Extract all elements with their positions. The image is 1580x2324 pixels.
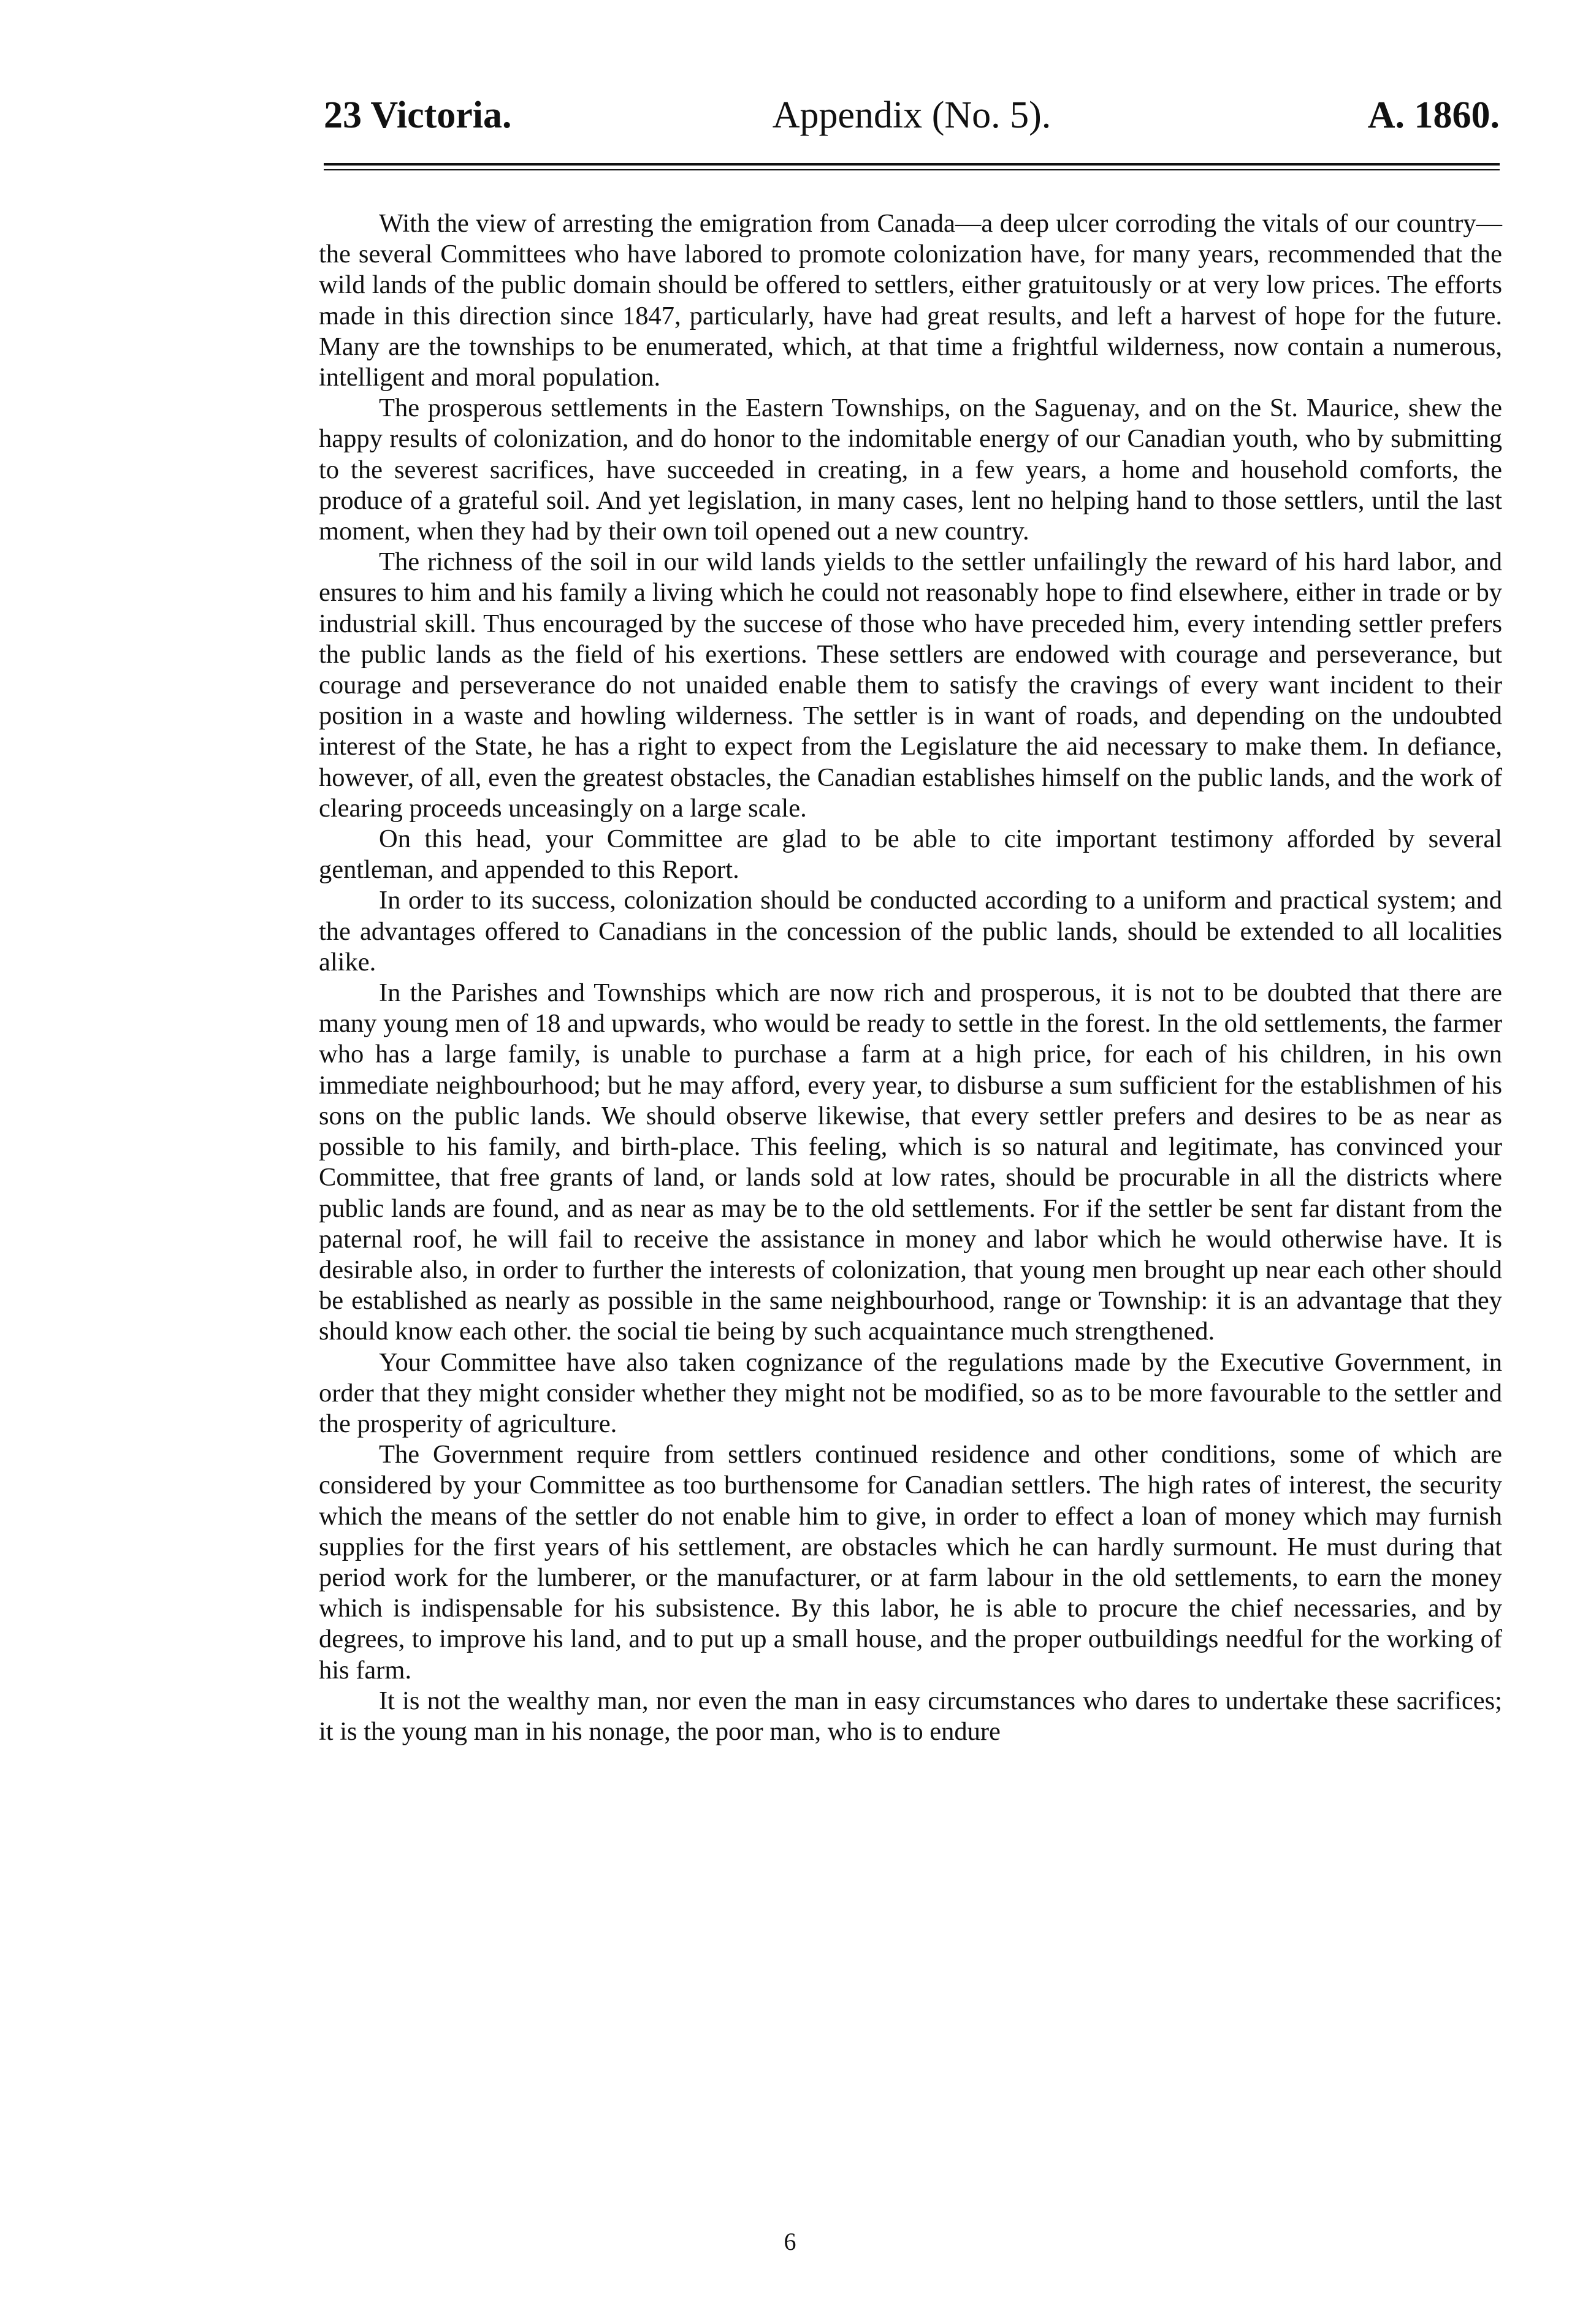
page-number: 6 bbox=[784, 2228, 796, 2255]
paragraph-government-conditions: The Government require from settlers continued residence and other conditions, some of which are considered by your Committee as too burthensome for Canadian settlers. The high rates of interest, the security which the means of the settler do not enable him to give, in order to effect a loan of money which may furnish supplies for the first years of his settlement, are obstacles which he can hardly surmount. He must during that period work for the lumberer, or the manufacturer, or at farm labour in the old settlements, to earn the money which is indispensable for his subsistence. By this labor, he is able to procure the chief necessaries, and by degrees, to improve his land, and to put up a small house, and the proper outbuildings needful for the working of his farm. bbox=[319, 1440, 1502, 1685]
page-header bbox=[324, 87, 1500, 143]
paragraph-regulations: Your Committee have also taken cognizance of the regulations made by the Executive Government, in order that they might consider whether they might not be modified, so as to be more favourable to the settler and the prosperity of agriculture. bbox=[319, 1347, 1502, 1438]
paragraph-testimony: On this head, your Committee are glad to be able to cite important testimony afforded by several gentleman, and appended to this Report. bbox=[319, 825, 1502, 885]
paragraph-emigration: With the view of arresting the emigration from Canada—a deep ulcer corroding the vitals of our country—the several Committees who have labored to promote colonization have, for many years, recommended that the wild lands of the public domain should be offered to settlers, either gratuitously or at very low prices. The efforts made in this direction since 1847, particularly, have had great results, and left a harvest of hope for the future. Many are the townships to be enumerated, which, at that time a frightful wilderness, now contain a numerous, intelligent and moral population. bbox=[319, 209, 1502, 392]
header-rule-top bbox=[324, 163, 1500, 166]
header-session: 23 Victoria. bbox=[324, 94, 512, 136]
header-year: A. 1860. bbox=[1367, 94, 1500, 136]
header-rule-bottom bbox=[324, 169, 1500, 170]
header-appendix: Appendix (No. 5). bbox=[772, 94, 1051, 136]
paragraph-uniform-system: In order to its success, colonization should be conducted according to a uniform and practical system; and the advantages offered to Canadians in the concession of the public lands, should be extended to all localities alike. bbox=[319, 886, 1502, 977]
paragraph-soil-richness: The richness of the soil in our wild lands yields to the settler unfailingly the reward of his hard labor, and ensures to him and his family a living which he could not reasonably hope to find elsewhere, either in trade or by industrial skill. Thus encouraged by the succese of those who have preceded him, every intending settler prefers the public lands as the field of his exertions. These settlers are endowed with courage and perseverance, but courage and perseverance do not unaided enable them to satisfy the cravings of every want incident to their position in a waste and howling wilderness. The settler is in want of roads, and depending on the undoubted interest of the State, he has a right to expect from the Legislature the aid necessary to make them. In defiance, however, of all, even the greatest obstacles, the Canadian establishes himself on the public lands, and the work of clearing proceeds unceasingly on a large scale. bbox=[319, 547, 1502, 823]
paragraph-parishes: In the Parishes and Townships which are now rich and prosperous, it is not to be doubted that there are many young men of 18 and upwards, who would be ready to settle in the forest. In the old settlements, the farmer who has a large family, is unable to purchase a farm at a high price, for each of his children, in his own immediate neighbourhood; but he may afford, every year, to disburse a sum sufficient for the establishmen of his sons on the public lands. We should observe likewise, that every settler prefers and desires to be as near as possible to his family, and birth-place. This feeling, which is so natural and legitimate, has convinced your Committee, that free grants of land, or lands sold at low rates, should be procurable in all the districts where public lands are found, and as near as may be to the old settlements. For if the settler be sent far distant from the paternal roof, he will fail to receive the assistance in money and labor which he would otherwise have. It is desirable also, in order to further the interests of colonization, that young men brought up near each other should be established as nearly as possible in the same neighbourhood, range or Township: it is an advantage that they should know each other. the social tie being by such acquaintance much strengthened. bbox=[319, 978, 1502, 1346]
paragraph-young-man: It is not the wealthy man, nor even the man in easy circumstances who dares to undertake these sacrifices; it is the young man in his nonage, the poor man, who is to endure bbox=[319, 1686, 1502, 1746]
paragraph-settlements: The prosperous settlements in the Eastern Townships, on the Saguenay, and on the St. Maurice, shew the happy results of colonization, and do honor to the indomitable energy of our Canadian youth, who by submitting to the severest sacrifices, have succeeded in creating, in a few years, a home and household comforts, the produce of a grateful soil. And yet legislation, in many cases, lent no helping hand to those settlers, until the last moment, when they had by their own toil opened out a new country. bbox=[319, 394, 1502, 546]
report-body bbox=[319, 208, 1502, 1747]
